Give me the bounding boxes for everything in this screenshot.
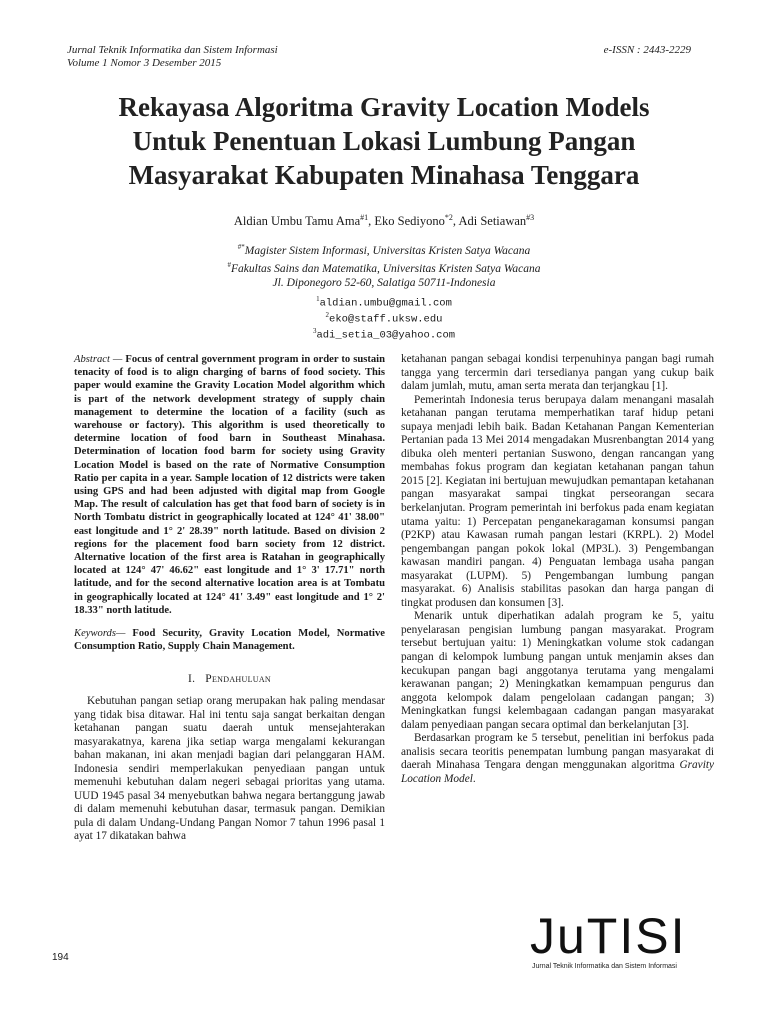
email-3 (0, 325, 768, 343)
author-name: , Adi Setiawan (452, 214, 527, 229)
affiliation-2 (0, 258, 768, 276)
email-1 (0, 293, 768, 311)
issn: e-ISSN : 2443-2229 (603, 44, 691, 56)
logo-subtitle: Jurnal Teknik Informatika dan Sistem Informasi (532, 963, 677, 970)
affiliation-marker: # (227, 261, 232, 269)
title-line: Untuk Penentuan Lokasi Lumbung Pangan (132, 126, 636, 156)
affiliation-address: Jl. Diponegoro 52-60, Salatiga 50711-Indonesia (272, 277, 496, 289)
email-2 (0, 309, 768, 327)
authors-line (0, 210, 768, 229)
affiliation-text: Magister Sistem Informasi, Universitas Kristen Satya Wacana (244, 244, 531, 257)
right-column (401, 353, 714, 787)
body-paragraph (401, 732, 714, 786)
author-marker: *2 (444, 213, 453, 222)
abstract (74, 353, 385, 617)
running-header-left (67, 44, 278, 70)
author-marker: #1 (360, 213, 369, 222)
email-marker: 1 (316, 295, 320, 303)
affiliation-marker: #* (237, 243, 245, 251)
jutisi-logo: JuTISI (530, 908, 687, 964)
keywords-text: Food Security, Gravity Location Model, Normative Consumption Ratio, Supply Chain Management. (74, 628, 385, 653)
section-heading (74, 673, 385, 687)
journal-name: Jurnal Teknik Informatika dan Sistem Informasi (67, 44, 278, 56)
email-link[interactable]: eko@staff.uksw.edu (329, 313, 443, 326)
journal-volume: Volume 1 Nomor 3 Desember 2015 (67, 57, 222, 69)
email-link[interactable]: aldian.umbu@gmail.com (319, 297, 452, 310)
title-line: Masyarakat Kabupaten Minahasa Tenggara (128, 160, 640, 190)
left-column (74, 353, 385, 844)
title-line: Rekayasa Algoritma Gravity Location Models (118, 92, 650, 122)
keywords (74, 627, 385, 653)
author-name: Aldian Umbu Tamu Ama (233, 214, 361, 229)
keywords-label: Keywords— (74, 628, 133, 640)
paragraph-text: . (472, 772, 476, 785)
page-number: 194 (52, 952, 69, 963)
section-title: Pendahuluan (205, 673, 271, 686)
author-name: , Eko Sediyono (368, 214, 445, 229)
email-marker: 2 (325, 311, 330, 319)
abstract-label: Abstract — (74, 354, 126, 365)
section-number: I. (187, 673, 196, 686)
body-paragraph: Menarik untuk diperhatikan adalah program ke 5, yaitu penyelarasan pengisian lumbung pangan masyarakat. Program tersebut bertujuan yaitu: 1) Meningkatkan volume stok cadangan pangan di kelompok lumbung pangan untuk menjamin akses dan kecukupan pangan bagi anggotanya terutama yang mengalami kerawanan pangan; 2) Meningkatkan kemampuan pengurus dan anggota kelompok dalam pengelolaan cadangan pangan; 3) Meningkatkan fungsi kelembagaan cadangan pangan masyarakat dalam penyediaan pangan secara optimal dan berkelanjutan [3]. (401, 610, 714, 731)
abstract-text: Focus of central government program in order to sustain tenacity of food is to align charging of barns of food society. This paper would examine the Gravity Location Model algorithm which is part of the network development strategy of supply chain management to determine the location of a facility (such as warehouse or factory). This algorithm is used theoretically to determine location of food barn in Southeast Minahasa. Determination of location food barm for society using Gravity Location Model is based on the rate of Normative Consumption Ratio per capita in a year. Sample location of 12 districts were taken using GPS and had been adjusted with digital map from Google Map. The result of calculation has get that food barn of society is in North Tombatu district in geographically located at 124° 41' 38.00" east longitude and 1° 2' 28.39" north latitude. Based on division 2 regions for the placement food barn society from 12 district. Alternative location of the first area is Ratahan in geographically located at 124° 47' 46.62" east longitude and 1° 3' 17.71" north latitude, and for the second alternative location area is at Tombatu in geographically located at 124° 41' 3.49" east longitude and 1° 2' 18.33" north latitude. (74, 354, 385, 616)
paragraph-italic-text: Gravity Location Model (401, 759, 714, 785)
author-marker: #3 (526, 213, 535, 222)
affiliation-text: Fakultas Sains dan Matematika, Universitas Kristen Satya Wacana (231, 262, 541, 275)
paper-title (40, 90, 728, 192)
email-marker: 3 (312, 327, 317, 335)
intro-paragraph: Kebutuhan pangan setiap orang merupakan hak paling mendasar yang tidak bisa ditawar. Hal ini tentu saja sangat berkaitan dengan ketahanan pangan suatu daerah untuk mensejahterakan masyarakatnya, karena jika setiap warga mengalami kekurangan bahan makanan, ini akan menjadi bagian dari pelanggaran HAM. Indonesia sendiri memperlakukan penyediaan pangan untuk memenuhi kebutuhan dalam negeri sebagai prioritas yang utama. UUD 1945 pasal 34 menyebutkan bahwa negara bertanggung jawab di dalam memenuhi kebutuhan dasar, termasuk pangan. Demikian pula di dalam Undang-Undang Pangan Nomor 7 tahun 1996 pasal 1 ayat 17 dikatakan bahwa (74, 695, 385, 843)
body-paragraph: ketahanan pangan sebagai kondisi terpenuhinya pangan bagi rumah tangga yang tercermin dari tersedianya pangan yang cukup baik dalam jumlah, mutu, aman serta merata dan terjangkau [1]. (401, 353, 714, 393)
email-link[interactable]: adi_setia_03@yahoo.com (316, 329, 456, 342)
affiliation-1 (0, 240, 768, 258)
paragraph-text: Berdasarkan program ke 5 tersebut, penelitian ini berfokus pada analisis secara teoritis penempatan lumbung pangan masyarakat di daerah Minahasa Tengara dengan menggunakan algoritma (401, 732, 714, 772)
body-paragraph: Pemerintah Indonesia terus berupaya dalam menangani masalah ketahanan pangan terutama memperhatikan taraf hidup petani supaya menjadi lebih baik. Badan Ketahanan Pangan Kementerian Pertanian pada 13 Mei 2014 mengadakan Musrenbangtan 2014 yang dibuka oleh menteri pertanian Suswono, dengan rancangan yang membahas fokus program dan kegiatan ketahanan pangan tahun 2015 [2]. Kegiatan ini bertujuan mewujudkan pemantapan ketahanan pangan masyarakat sampai tingkat perseorangan secara berkelanjutan. Program pemerintah ini berfokus pada enam kegiatan utama yaitu: 1) Percepatan penganekaragaman konsumsi pangan (P2KP) atau Kawasan rumah pangan lestari (KRPL). 2) Model pengembangan pangan pokok lokal (MP3L). 3) Pengembangan kawasan mandiri pangan. 4) Penguatan lembaga usaha pangan masyarakat (LUPM). 5) Pengembangan lumbung pangan masyarakat. 6) Analisis stabilitas pasokan dan harga pangan di tingkat produsen dan konsumen [3]. (401, 393, 714, 609)
